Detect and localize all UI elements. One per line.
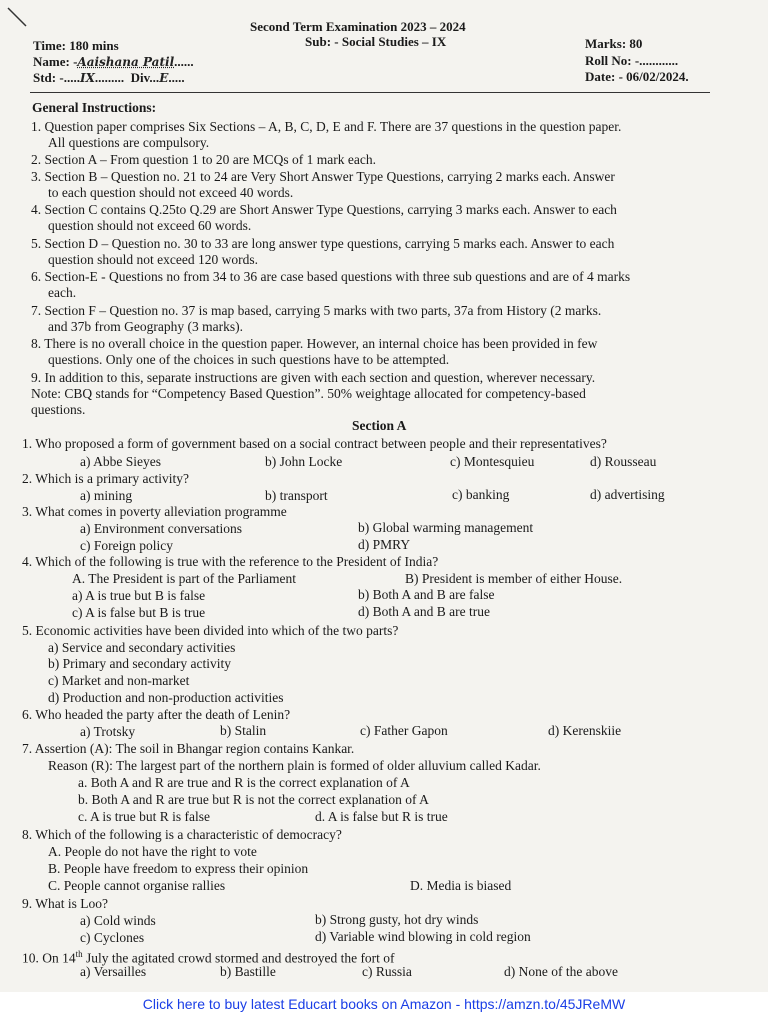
- q8-option-b: B. People have freedom to express their opinion: [48, 861, 309, 876]
- q1-option-a: a) Abbe Sieyes: [80, 454, 161, 469]
- instruction-8: 8. There is no overall choice in the question paper. However, an internal choice has been provided in few: [31, 336, 598, 351]
- std-value: IX: [79, 71, 95, 85]
- q10-option-a: a) Versailles: [80, 964, 147, 979]
- q4-statement-a: A. The President is part of the Parliament: [72, 571, 296, 586]
- q7-option-c: c. A is true but R is false: [78, 809, 210, 824]
- q9-option-c: c) Cyclones: [80, 930, 145, 945]
- question-7: 7. Assertion (A): The soil in Bhangar region contains Kankar.: [22, 741, 355, 756]
- q6-option-d: d) Kerenskiie: [548, 723, 622, 738]
- question-2: 2. Which is a primary activity?: [22, 471, 189, 486]
- q6-option-c: c) Father Gapon: [360, 723, 448, 738]
- q4-option-d: d) Both A and B are true: [358, 604, 490, 619]
- q4-option-b: b) Both A and B are false: [358, 587, 495, 602]
- instruction-2: 2. Section A – From question 1 to 20 are MCQs of 1 mark each.: [31, 152, 376, 167]
- instruction-4: 4. Section C contains Q.25to Q.29 are Short Answer Type Questions, carrying 3 marks each. Answer to each: [31, 202, 617, 217]
- q6-option-b: b) Stalin: [220, 723, 267, 738]
- q3-option-b: b) Global warming management: [358, 520, 534, 535]
- q7-option-a: a. Both A and R are true and R is the correct explanation of A: [78, 775, 410, 790]
- instruction-6b: each.: [48, 285, 77, 300]
- question-4: 4. Which of the following is true with the reference to the President of India?: [22, 554, 439, 569]
- instruction-7: 7. Section F – Question no. 37 is map based, carrying 5 marks with two parts, 37a from History (2 marks.: [31, 303, 602, 318]
- instruction-note-b: questions.: [31, 402, 86, 417]
- q1-option-d: d) Rousseau: [590, 454, 657, 469]
- header-divider: [30, 92, 710, 93]
- instruction-1: 1. Question paper comprises Six Sections – A, B, C, D, E and F. There are 37 questions in the question paper.: [31, 119, 622, 134]
- q9-option-b: b) Strong gusty, hot dry winds: [315, 912, 479, 927]
- q7-reason: Reason (R): The largest part of the northern plain is formed of older alluvium called Kadar.: [48, 758, 541, 773]
- instruction-1b: All questions are compulsory.: [48, 135, 210, 150]
- q5-option-d: d) Production and non-production activities: [48, 690, 284, 705]
- std-field: Std: -.....IX......... Div...E.....: [33, 70, 185, 85]
- instruction-7b: and 37b from Geography (3 marks).: [48, 319, 243, 334]
- pen-mark-icon: [6, 6, 30, 30]
- q10-superscript: th: [75, 949, 83, 959]
- q2-option-a: a) mining: [80, 488, 133, 503]
- q5-option-b: b) Primary and secondary activity: [48, 656, 231, 671]
- q9-option-d: d) Variable wind blowing in cold region: [315, 929, 531, 944]
- question-3: 3. What comes in poverty alleviation programme: [22, 504, 287, 519]
- q8-option-c: C. People cannot organise rallies: [48, 878, 226, 893]
- q4-statement-b: B) President is member of either House.: [405, 571, 623, 586]
- div-value: E: [159, 71, 169, 85]
- q5-option-c: c) Market and non-market: [48, 673, 190, 688]
- instruction-9: 9. In addition to this, separate instructions are given with each section and question, wherever necessary.: [31, 370, 596, 385]
- instruction-3b: to each question should not exceed 40 words.: [48, 185, 294, 200]
- std-label: Std: -: [33, 70, 64, 85]
- question-5: 5. Economic activities have been divided into which of the two parts?: [22, 623, 399, 638]
- q9-option-a: a) Cold winds: [80, 913, 156, 928]
- footer-bar: [0, 992, 768, 1024]
- question-9: 9. What is Loo?: [22, 896, 108, 911]
- date-label: Date: - 06/02/2024.: [585, 69, 689, 84]
- name-dots: ......: [174, 54, 194, 69]
- amazon-books-link[interactable]: Click here to buy latest Educart books on Amazon - https://amzn.to/45JReMW: [142, 996, 626, 1012]
- q3-option-d: d) PMRY: [358, 537, 411, 552]
- question-6: 6. Who headed the party after the death of Lenin?: [22, 707, 291, 722]
- q7-option-d: d. A is false but R is true: [315, 809, 448, 824]
- instruction-6: 6. Section-E - Questions no from 34 to 36 are case based questions with three sub questions and are of 4 marks: [31, 269, 631, 284]
- question-10: [22, 946, 395, 967]
- q3-option-a: a) Environment conversations: [80, 521, 242, 536]
- subject-label: Sub: - Social Studies – IX: [305, 34, 447, 49]
- q5-option-a: a) Service and secondary activities: [48, 640, 236, 655]
- question-1: 1. Who proposed a form of government based on a social contract between people and their representatives?: [22, 436, 607, 451]
- q10-option-c: c) Russia: [362, 964, 412, 979]
- section-a-title: Section A: [352, 418, 407, 433]
- instruction-5b: question should not exceed 120 words.: [48, 252, 258, 267]
- time-label: Time: 180 mins: [33, 38, 119, 53]
- roll-no-label: Roll No: -............: [585, 53, 679, 68]
- instruction-5: 5. Section D – Question no. 30 to 33 are long answer type questions, carrying 5 marks each. Answer to each: [31, 236, 615, 251]
- instruction-8b: questions. Only one of the choices in such questions have to be attempted.: [48, 352, 450, 367]
- q1-option-c: c) Montesquieu: [450, 454, 535, 469]
- name-value: Aaishana Patil: [77, 55, 175, 69]
- q6-option-a: a) Trotsky: [80, 724, 136, 739]
- q4-option-a: a) A is true but B is false: [72, 588, 206, 603]
- instruction-3: 3. Section B – Question no. 21 to 24 are Very Short Answer Type Questions, carrying 2 marks each. Answer: [31, 169, 615, 184]
- q7-option-b: b. Both A and R are true but R is not the correct explanation of A: [78, 792, 429, 807]
- div-label: Div...: [130, 70, 160, 85]
- q2-option-c: c) banking: [452, 487, 510, 502]
- q10-option-d: d) None of the above: [504, 964, 618, 979]
- q10-text-end: July the agitated crowd stormed and destroyed the fort of: [82, 950, 395, 966]
- q2-option-b: b) transport: [265, 488, 328, 503]
- q4-option-c: c) A is false but B is true: [72, 605, 206, 620]
- instructions-title: General Instructions:: [32, 100, 157, 115]
- name-field: [33, 54, 194, 70]
- q10-option-b: b) Bastille: [220, 964, 276, 979]
- name-label: Name: -: [33, 54, 78, 69]
- instruction-note: Note: CBQ stands for “Competency Based Question”. 50% weightage allocated for competency-based: [31, 386, 586, 401]
- marks-label: Marks: 80: [585, 36, 643, 51]
- question-8: 8. Which of the following is a characteristic of democracy?: [22, 827, 342, 842]
- q10-text-start: 10. On 14: [22, 950, 76, 966]
- exam-title: Second Term Examination 2023 – 2024: [250, 19, 466, 34]
- instruction-4b: question should not exceed 60 words.: [48, 218, 252, 233]
- q3-option-c: c) Foreign policy: [80, 538, 173, 553]
- q8-option-a: A. People do not have the right to vote: [48, 844, 257, 859]
- q8-option-d: D. Media is biased: [410, 878, 512, 893]
- q1-option-b: b) John Locke: [265, 454, 343, 469]
- q2-option-d: d) advertising: [590, 487, 665, 502]
